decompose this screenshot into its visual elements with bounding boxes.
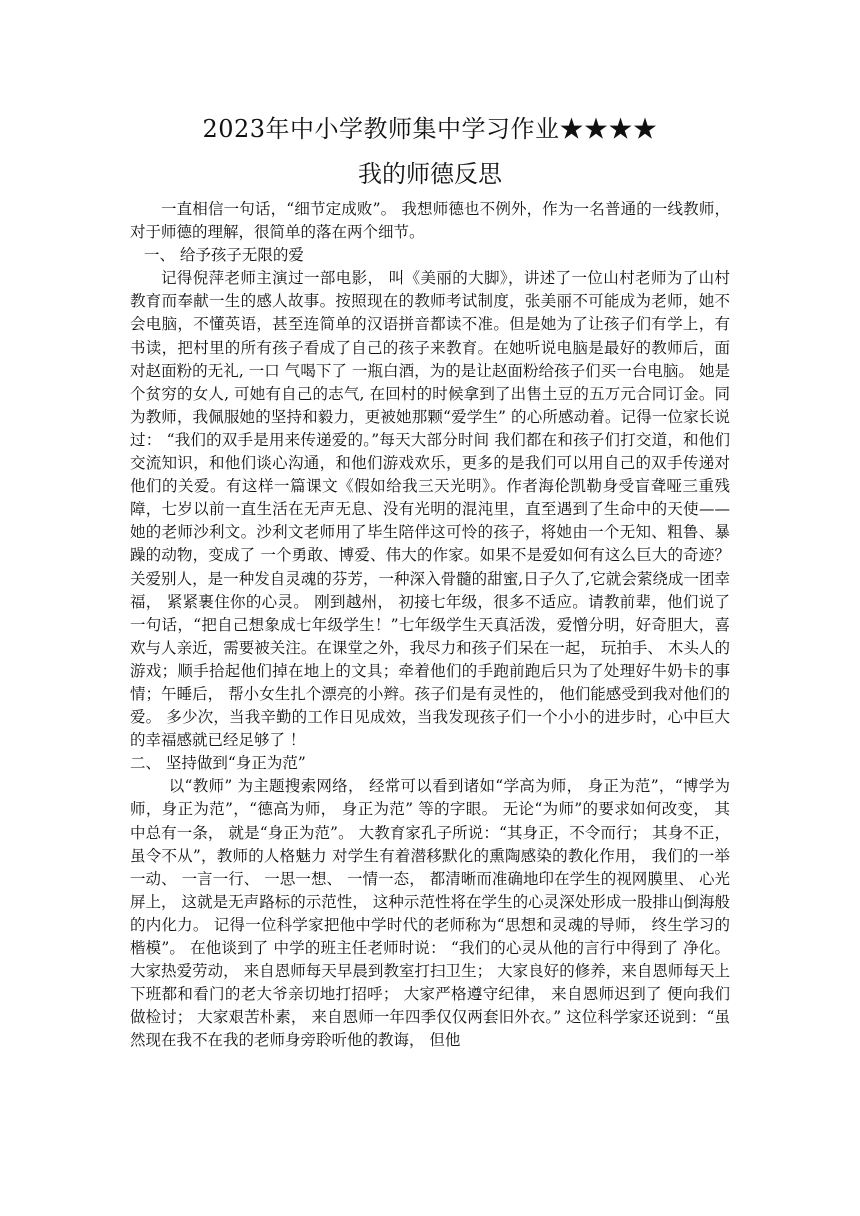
document-title: 2023年中小学教师集中学习作业★★★★ (202, 115, 658, 143)
document-subtitle: 我的师德反思 (358, 160, 502, 188)
section-1-paragraph: 记得倪萍老师主演过一部电影， 叫《美丽的大脚》，讲述了一位山村老师为了山村教育而奉献一生的感人故事。按照现在的教师考试制度，张美丽不可能成为老师，她不会电脑，不懂英语，甚至连简单的汉语拼音都读不准。但是她为了让孩子们有学上，有书读，把村里的所有孩子看成了自己的孩子来教育。在她听说电脑是最好的教师后，面对赵面粉的无礼, 一口 气喝下了 一瓶白酒，为的是让赵面粉给孩子们买一台电脑。 她是个贫穷的女人, 可她有自己的志气, 在回村的时候拿到了出售土豆的五万元合同订金。同为教师，我佩服她的坚持和毅力，更被她那颗“爱学生” 的心所感动着。记得一位家长说过： “我们的双手是用来传递爱的。”每天大部分时间 我们都在和孩子们打交道，和他们交流知识，和他们谈心沟通，和他们游戏欢乐，更多的是我们可以用自己的双手传递对他们的关爱。有这样一篇课文《假如给我三天光明》。作者海伦凯勒身受盲聋哑三重残障，七岁以前一直生活在无声无息、没有光明的混沌里，直至遇到了生命中的天使——她的老师沙利文。沙利文老师用了毕生陪伴这可怜的孩子，将她由一个无知、粗鲁、暴躁的动物，变成了 一个勇敢、博爱、伟大的作家。如果不是爱如何有这么巨大的奇迹？ 关爱别人，是一种发自灵魂的芬芳，一种深入骨髓的甜蜜,日子久了,它就会萦绕成一团幸福， 紧紧裹住你的心灵。 刚到越州， 初接七年级，很多不适应。请教前辈，他们说了 一句话，“把自己想象成七年级学生！”七年级学生天真活泼，爱憎分明，好奇胆大，喜欢与人亲近，需要被关注。在课堂之外，我尽力和孩子们呆在一起， 玩拍手、 木头人的游戏；顺手拾起他们掉在地上的文具；牵着他们的手跑前跑后只为了处理好牛奶卡的事情；午睡后， 帮小女生扎个漂亮的小辫。孩子们是有灵性的， 他们能感受到我对他们的爱。 多少次，当我辛勤的工作日见成效，当我发现孩子们一个小小的进步时，心中巨大的幸福感就已经足够了 ！ (130, 269, 730, 750)
section-heading-1: 一、 给予孩子无限的爱 (143, 246, 304, 265)
section-heading-2: 二、 坚持做到“身正为范” (130, 754, 306, 773)
intro-paragraph: 一直相信一句话，“细节定成败”。 我想师德也不例外，作为一名普通的一线教师，对于师德的理解，很简单的落在两个细节。 (130, 200, 730, 242)
document-page (130, 108, 730, 1198)
section-2-paragraph: 以“教师” 为主题搜索网络， 经常可以看到诸如“学高为师， 身正为范”，“博学为师，身正为范”，“德高为师， 身正为范” 等的字眼。 无论“为师”的要求如何改变， 其中总有一条， 就是“身正为范”。 大教育家孔子所说：“其身正，不令而行； 其身不正，虽令不从”，教师的人格魅力 对学生有着潜移默化的熏陶感染的教化作用， 我们的一举一动、 一言一行、 一思一想、 一情一态， 都清晰而准确地印在学生的视网膜里、 心光屏上， 这就是无声路标的示范性， 这种示范性将在学生的心灵深处形成一股排山倒海般的内化力。 记得一位科学家把他中学时代的老师称为“思想和灵魂的导师， 终生学习的楷模”。 在他谈到了 中学的班主任老师时说： “我们的心灵从他的言行中得到了 净化。大家热爱劳动， 来自恩师每天早晨到教室打扫卫生； 大家良好的修养，来自恩师每天上下班都和看门的老大爷亲切地打招呼； 大家严格遵守纪律， 来自恩师迟到了 便向我们做检讨； 大家艰苦朴素， 来自恩师一年四季仅仅两套旧外衣。” 这位科学家还说到：“虽然现在我不在我的老师身旁聆听他的教诲， 但他 (130, 777, 730, 1050)
